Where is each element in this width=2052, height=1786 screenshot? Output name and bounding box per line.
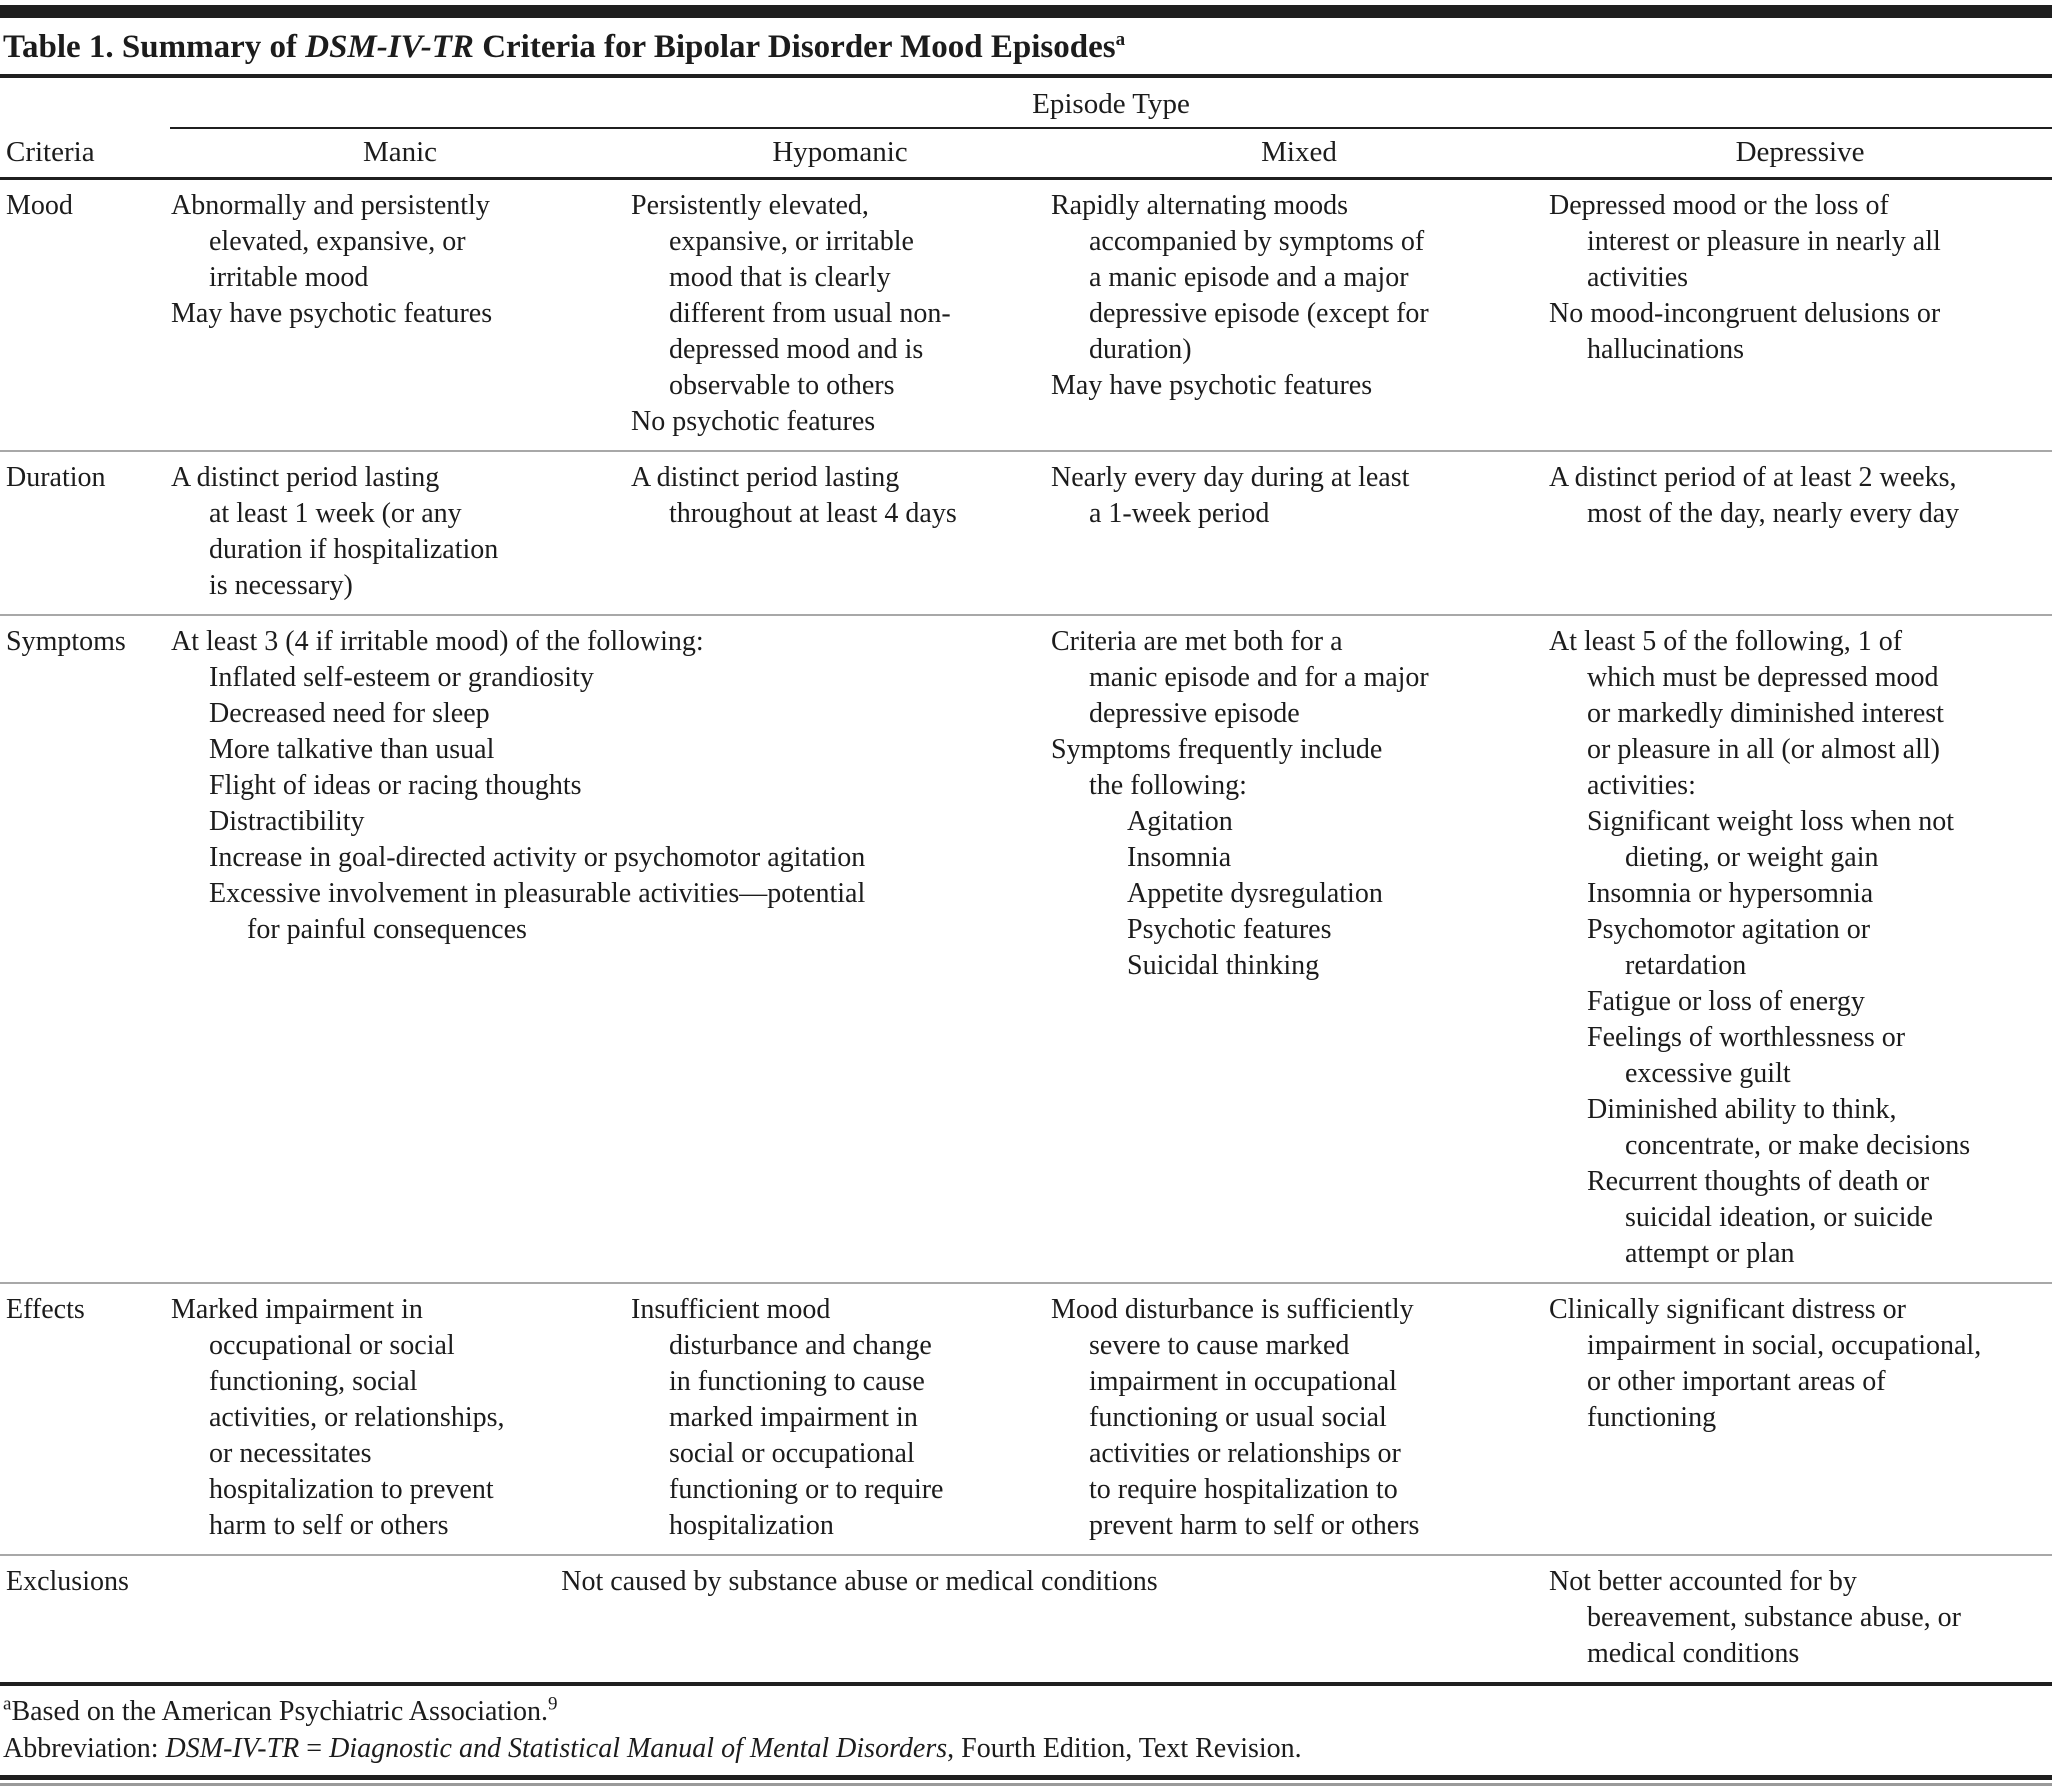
table-row-symptoms [0, 615, 2052, 1283]
cell-line: At least 5 of the following, 1 of [1549, 626, 1903, 657]
cell-line: functioning, social [209, 1366, 418, 1397]
cell-line: At least 3 (4 if irritable mood) of the following: [171, 626, 704, 657]
footnote-a-marker: a [3, 1693, 12, 1715]
cell-line: Psychotic features [1127, 914, 1332, 945]
cell-line: expansive, or irritable [669, 226, 914, 257]
row-label-duration: Duration [0, 451, 170, 615]
abbrev-equals: = [299, 1733, 330, 1764]
cell [630, 179, 1050, 452]
table-row-exclusions [0, 1555, 2052, 1684]
cell-line: at least 1 week (or any [209, 498, 462, 529]
abbrev-manual-title: Diagnostic and Statistical Manual of Mental Disorders [329, 1733, 948, 1764]
cell-line: severe to cause marked [1089, 1330, 1350, 1361]
cell-line: suicidal ideation, or suicide [1625, 1202, 1933, 1233]
cell-line: activities: [1587, 770, 1696, 801]
cell-line: A distinct period of at least 2 weeks, [1549, 462, 1957, 493]
cell-line: Mood disturbance is sufficiently [1051, 1294, 1414, 1325]
cell-line: Depressed mood or the loss of [1549, 190, 1889, 221]
cell-line: Agitation [1127, 806, 1233, 837]
cell-line: depressed mood and is [669, 334, 924, 365]
cell-line: Criteria are met both for a [1051, 626, 1343, 657]
cell-line: prevent harm to self or others [1089, 1510, 1420, 1541]
cell-line: Insomnia or hypersomnia [1587, 878, 1874, 909]
cell [1548, 615, 2052, 1283]
cell-line: social or occupational [669, 1438, 915, 1469]
cell-line: retardation [1625, 950, 1747, 981]
cell-line: functioning or to require [669, 1474, 944, 1505]
cell-line: Significant weight loss when not [1587, 806, 1955, 837]
cell-line: throughout at least 4 days [669, 498, 957, 529]
cell-line: impairment in occupational [1089, 1366, 1397, 1397]
cell-line: elevated, expansive, or [209, 226, 466, 257]
bottom-rule-black [0, 1775, 2052, 1780]
table-title-footnote-marker: a [1115, 29, 1126, 50]
table-head [0, 78, 2052, 179]
cell-line: in functioning to cause [669, 1366, 925, 1397]
cell [1050, 451, 1548, 615]
cell-line: disturbance and change [669, 1330, 932, 1361]
cell [1548, 1283, 2052, 1555]
cell-line: or markedly diminished interest [1587, 698, 1944, 729]
criteria-table [0, 78, 2052, 1686]
cell-line: duration if hospitalization [209, 534, 499, 565]
cell-line: Inflated self-esteem or grandiosity [209, 662, 594, 693]
cell-line: is necessary) [209, 570, 353, 601]
cell-line: a manic episode and a major [1089, 262, 1409, 293]
row-label-symptoms: Symptoms [0, 615, 170, 1283]
cell-line: hallucinations [1587, 334, 1745, 365]
abbrev-suffix: , Fourth Edition, Text Revision. [947, 1733, 1302, 1764]
cell [170, 451, 630, 615]
cell [630, 451, 1050, 615]
cell-line: to require hospitalization to [1089, 1474, 1398, 1505]
cell-line: the following: [1089, 770, 1247, 801]
cell-line: dieting, or weight gain [1625, 842, 1879, 873]
cell-line: Distractibility [209, 806, 365, 837]
cell-line: Persistently elevated, [631, 190, 869, 221]
cell-line: which must be depressed mood [1587, 662, 1939, 693]
cell-line: or pleasure in all (or almost all) [1587, 734, 1940, 765]
table-row-duration [0, 451, 2052, 615]
cell-line: A distinct period lasting [171, 462, 440, 493]
footnotes [0, 1686, 2052, 1773]
table-title [0, 18, 2052, 78]
cell-line: attempt or plan [1625, 1238, 1795, 1269]
table-row-mood [0, 179, 2052, 452]
cell-line: medical conditions [1587, 1638, 1800, 1669]
cell-line: bereavement, substance abuse, or [1587, 1602, 1961, 1633]
cell-line: accompanied by symptoms of [1089, 226, 1425, 257]
cell-line: Not better accounted for by [1549, 1566, 1857, 1597]
cell-line: hospitalization to prevent [209, 1474, 494, 1505]
cell [1050, 615, 1548, 1283]
cell-line: May have psychotic features [171, 298, 493, 329]
cell-line: harm to self or others [209, 1510, 449, 1541]
row-label-mood: Mood [0, 179, 170, 452]
cell [170, 1555, 1548, 1684]
cell-line: occupational or social [209, 1330, 455, 1361]
cell-line: Recurrent thoughts of death or [1587, 1166, 1930, 1197]
cell-line: depressive episode [1089, 698, 1300, 729]
cell-line: May have psychotic features [1051, 370, 1373, 401]
cell-line: Feelings of worthlessness or [1587, 1022, 1906, 1053]
cell-line: activities or relationships or [1089, 1438, 1401, 1469]
cell-line: hospitalization [669, 1510, 834, 1541]
cell-line: Increase in goal-directed activity or psychomotor agitation [209, 842, 866, 873]
footnote-a-reference: 9 [548, 1693, 558, 1715]
table-row-effects [0, 1283, 2052, 1555]
table-body [0, 179, 2052, 1685]
column-header-mixed: Mixed [1050, 128, 1548, 179]
footnote-a-text: Based on the American Psychiatric Association. [11, 1696, 548, 1727]
episode-type-row [0, 78, 2052, 128]
cell-line: A distinct period lasting [631, 462, 900, 493]
cell-line: Insomnia [1127, 842, 1232, 873]
cell-line: most of the day, nearly every day [1587, 498, 1960, 529]
cell-line: impairment in social, occupational, [1587, 1330, 1982, 1361]
cell-line: irritable mood [209, 262, 369, 293]
cell-line: Symptoms frequently include [1051, 734, 1383, 765]
cell-line: Nearly every day during at least [1051, 462, 1410, 493]
cell-line: Rapidly alternating moods [1051, 190, 1349, 221]
cell-line: functioning or usual social [1089, 1402, 1387, 1433]
cell-line: Clinically significant distress or [1549, 1294, 1906, 1325]
cell-line: activities, or relationships, [209, 1402, 505, 1433]
cell-line: interest or pleasure in nearly all [1587, 226, 1941, 257]
episode-type-header: Episode Type [170, 78, 2052, 128]
cell-line: depressive episode (except for [1089, 298, 1429, 329]
cell [1548, 451, 2052, 615]
cell-line: Fatigue or loss of energy [1587, 986, 1865, 1017]
cell-line: mood that is clearly [669, 262, 891, 293]
cell-line: functioning [1587, 1402, 1717, 1433]
column-header-row [0, 128, 2052, 179]
cell [170, 179, 630, 452]
cell-line: manic episode and for a major [1089, 662, 1429, 693]
cell-line: Excessive involvement in pleasurable activities—potential [209, 878, 866, 909]
cell-line: activities [1587, 262, 1689, 293]
cell [1050, 1283, 1548, 1555]
abbrev-dsm: DSM-IV-TR [165, 1733, 300, 1764]
column-header-depressive: Depressive [1548, 128, 2052, 179]
cell-line: Decreased need for sleep [209, 698, 490, 729]
row-label-exclusions: Exclusions [0, 1555, 170, 1684]
cell [630, 1283, 1050, 1555]
cell [170, 615, 1050, 1283]
cell [1548, 179, 2052, 452]
cell-line: Not caused by substance abuse or medical conditions [561, 1566, 1158, 1597]
top-rule [0, 5, 2052, 18]
cell-line: Insufficient mood [631, 1294, 831, 1325]
footnote-a [3, 1693, 2048, 1730]
cell-line: or necessitates [209, 1438, 372, 1469]
cell-line: No mood-incongruent delusions or [1549, 298, 1941, 329]
cell-line: Flight of ideas or racing thoughts [209, 770, 582, 801]
cell-line: Suicidal thinking [1127, 950, 1320, 981]
cell-line: excessive guilt [1625, 1058, 1791, 1089]
cell-line: or other important areas of [1587, 1366, 1886, 1397]
footnote-abbreviation [3, 1730, 2048, 1767]
cell-line: Marked impairment in [171, 1294, 423, 1325]
cell-line: Psychomotor agitation or [1587, 914, 1871, 945]
cell-line: different from usual non- [669, 298, 951, 329]
column-header-hypomanic: Hypomanic [630, 128, 1050, 179]
cell [170, 1283, 630, 1555]
cell-line: More talkative than usual [209, 734, 495, 765]
cell [1548, 1555, 2052, 1684]
table-title-suffix: Criteria for Bipolar Disorder Mood Episodes [473, 29, 1116, 65]
cell-line: concentrate, or make decisions [1625, 1130, 1971, 1161]
cell-line: a 1-week period [1089, 498, 1270, 529]
abbrev-prefix: Abbreviation: [3, 1733, 166, 1764]
cell-line: No psychotic features [631, 406, 876, 437]
table-title-italic: DSM-IV-TR [305, 29, 474, 65]
column-header-manic: Manic [170, 128, 630, 179]
corner-cell [0, 78, 170, 128]
cell-line: Appetite dysregulation [1127, 878, 1383, 909]
cell-line: marked impairment in [669, 1402, 918, 1433]
table-title-prefix: Table 1. Summary of [3, 29, 306, 65]
cell-line: observable to others [669, 370, 895, 401]
cell-line: for painful consequences [247, 914, 527, 945]
cell-line: Abnormally and persistently [171, 190, 490, 221]
row-label-effects: Effects [0, 1283, 170, 1555]
cell-line: duration) [1089, 334, 1192, 365]
cell [1050, 179, 1548, 452]
cell-line: Diminished ability to think, [1587, 1094, 1897, 1125]
column-header-criteria: Criteria [0, 128, 170, 179]
